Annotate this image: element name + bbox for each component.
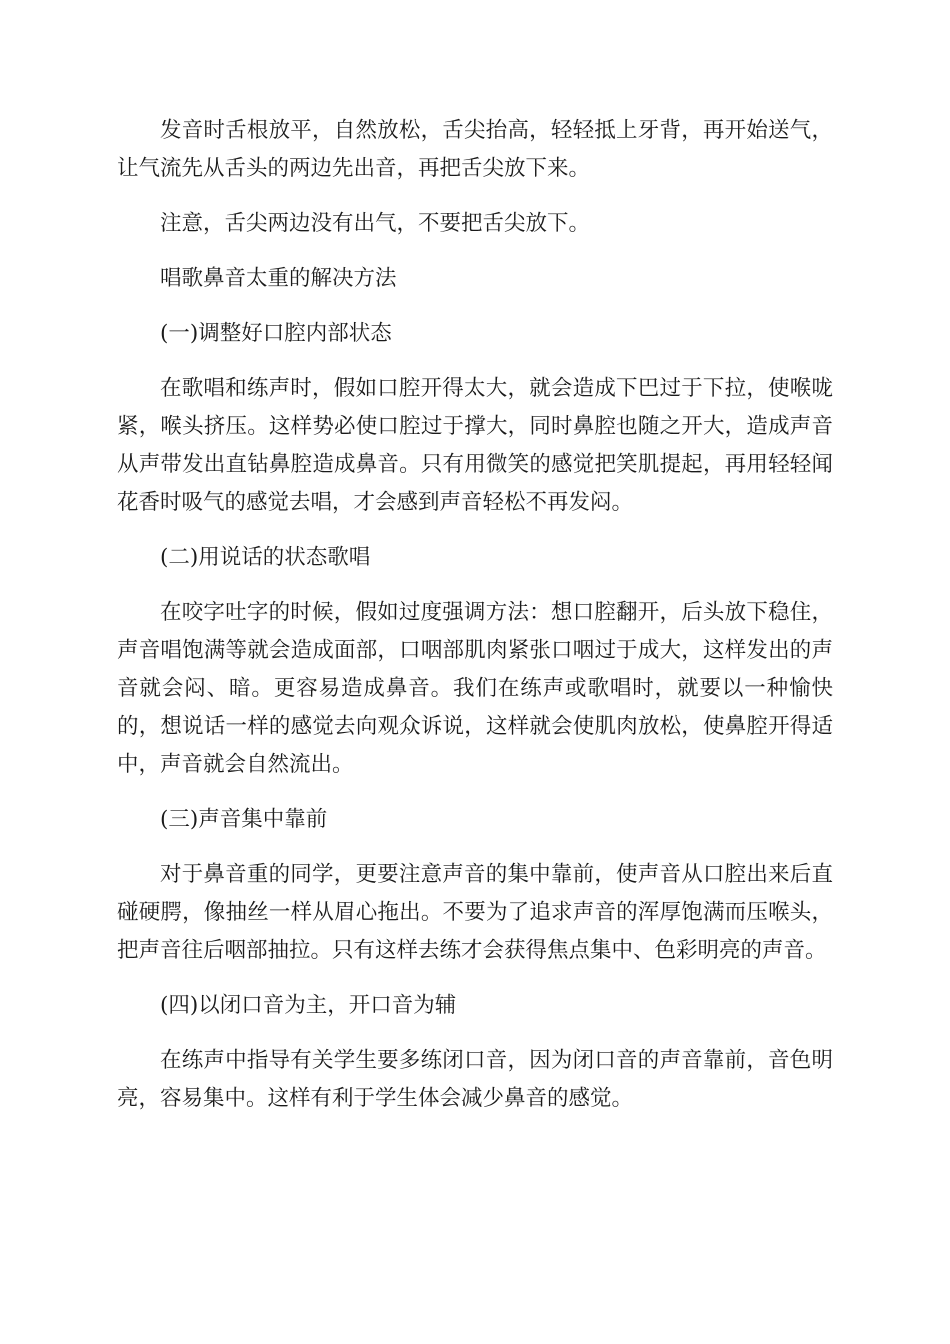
subheading-1: (一)调整好口腔内部状态 — [160, 321, 392, 346]
paragraph-speaking-state: 在咬字吐字的时候，假如过度强调方法：想口腔翻开，后头放下稳住，声音唱饱满等就会造成面部，口咽部肌肉紧张口咽过于成大，这样发出的声音就会闷、暗。更容易造成鼻音。我们在练声或歌唱时，就要以一种愉快的，想说话一样的感觉去向观众诉说，这样就会使肌肉放松，使鼻腔开得适中，声音就会自然流出。 — [117, 600, 833, 777]
paragraph-closed-vowels: 在练声中指导有关学生要多练闭口音，因为闭口音的声音靠前，音色明亮，容易集中。这样有利于学生体会减少鼻音的感觉。 — [117, 1048, 833, 1111]
subheading-3: (三)声音集中靠前 — [160, 807, 328, 832]
document-page — [117, 112, 833, 1135]
paragraph-tongue-position: 发音时舌根放平，自然放松，舌尖抬高，轻轻抵上牙背，再开始送气，让气流先从舌头的两边先出音，再把舌尖放下来。 — [117, 118, 833, 181]
subheading-4: (四)以闭口音为主，开口音为辅 — [160, 993, 457, 1018]
paragraph-mouth-state: 在歌唱和练声时，假如口腔开得太大，就会造成下巴过于下拉，使喉咙紧，喉头挤压。这样势必使口腔过于撑大，同时鼻腔也随之开大，造成声音从声带发出直钻鼻腔造成鼻音。只有用微笑的感觉把笑肌提起，再用轻轻闻花香时吸气的感觉去唱，才会感到声音轻松不再发闷。 — [117, 376, 833, 515]
paragraph-note: 注意，舌尖两边没有出气，不要把舌尖放下。 — [160, 211, 591, 236]
section-title: 唱歌鼻音太重的解决方法 — [160, 266, 397, 291]
subheading-2: (二)用说话的状态歌唱 — [160, 545, 371, 570]
paragraph-forward-voice: 对于鼻音重的同学，更要注意声音的集中靠前，使声音从口腔出来后直碰硬腭，像抽丝一样从眉心拖出。不要为了追求声音的浑厚饱满而压喉头，把声音往后咽部抽拉。只有这样去练才会获得焦点集中、色彩明亮的声音。 — [117, 862, 833, 963]
